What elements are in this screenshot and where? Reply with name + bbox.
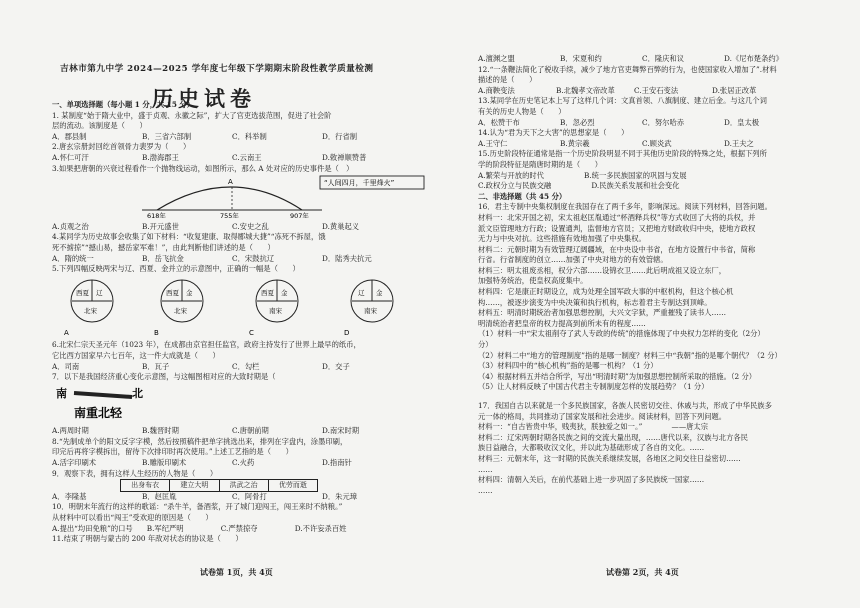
quote-text: “人间四月，千里烽火”	[324, 179, 395, 188]
sub-question: 分）	[478, 340, 493, 350]
question-text: 15.历史阶段特征通常是指一个历史阶段明显不同于其他历史阶段的特殊之处，根据下列所	[478, 149, 767, 159]
option: C．隆庆和议	[642, 54, 685, 63]
question-text: 2.唐玄宗册封回纥首领骨力裴罗为（ ）	[52, 142, 191, 152]
sub-question: （3）材料四中的“核心机构”指的是哪一机构？（1 分）	[478, 361, 658, 371]
option: C.王安石变法	[634, 85, 679, 95]
question-text: 6.北宋仁宗天圣元年（1023 年），在成都由京官担任监官，政府主持发行了世界上最早的纸币，	[52, 340, 361, 350]
map-label: 金	[281, 288, 288, 297]
options-row	[52, 458, 452, 469]
section-heading: 一、单项选择题（每小题 1 分，共 15 分）	[52, 100, 195, 109]
option: A．李隆基	[52, 491, 87, 501]
option: C.顾炎武	[642, 138, 672, 148]
option: A.繁荣与开放的时代	[478, 170, 544, 180]
question-text: 13.某同学在历史笔记本上写了这样几个词：文真首领、八旗制度、建立后金。与这几个词	[478, 96, 767, 106]
option: C．科举制	[232, 131, 267, 141]
option: B.雕版印刷术	[142, 458, 187, 468]
material-text: 材料一：“自古皆贵中华，贱夷狄，朕独爱之如一。” ——唐太宗	[478, 422, 709, 432]
south-label: 南	[56, 386, 67, 400]
material-text: ……	[478, 485, 493, 495]
material-text: 材料五：明清时期统治者加强思想控制，大兴文字狱，严重摧残了读书人……	[478, 308, 727, 318]
option: B.魏晋时期	[142, 426, 179, 436]
life-table	[120, 479, 318, 492]
page-footer-left: 试卷第 1页，共 4页	[200, 567, 273, 577]
map-label: 北宋	[174, 306, 187, 315]
map-label: 南宋	[269, 306, 282, 315]
option: C．勾栏	[232, 361, 260, 371]
tick-label: 618年	[147, 212, 166, 219]
options-row	[478, 181, 813, 192]
option: B.黄宗羲	[560, 138, 590, 148]
sub-question: （1）材料一中“宋太祖削夺了武人专政的传统”的措施体现了中央权力怎样的变化（2分）	[478, 329, 765, 339]
question-text: 它比西方国家早六七百年，这一件大成就是（ ）	[52, 350, 220, 360]
option: D．皇太极	[724, 117, 760, 127]
material-text: 无力与中央对抗。这些措施有效地加强了中央集权。	[478, 234, 646, 244]
material-text: 行省。行省制度的创立……加强了中央对地方的有效管辖。	[478, 255, 668, 265]
sub-question: （2）材料二中“地方的管理制度”指的是哪一制度？材料三中“我朝”指的是哪个朝代？（2 分）	[478, 350, 782, 360]
question-text: 11.结束了明朝与蒙古的 200 年敌对状态的协议是（ ）	[52, 534, 243, 544]
option: C．宋鼓抗辽	[232, 253, 275, 263]
options-row	[478, 139, 813, 150]
material-text: 材料三：元朝末年，这一时期的民族关系继续发展，各地区之间交往日益密切……	[478, 453, 741, 463]
question-text: 1. 某制度“始于隋大业中，盛于贞观、永徽之际”，扩大了官吏选拔范围，促进了社会阶	[52, 110, 332, 120]
question-text: 死不掳掠”“撼山易，撼岳家军难！”，由此判断他们讲述的是（ ）	[52, 242, 275, 252]
map-label: 金	[376, 288, 383, 297]
question-text: 描述的是（ ）	[478, 75, 537, 85]
map-label: 西夏	[261, 288, 274, 297]
option: D.南宋时期	[322, 426, 360, 436]
question-text: 学的阶段特征是隋唐时期的是（ ）	[478, 159, 603, 169]
option: D.敕禅顺赞普	[322, 152, 367, 162]
map-label: 西夏	[166, 288, 179, 297]
material-text: 材料三：明太祖废丞相，权分六部……设锦衣卫……此后明成祖又设立东厂，	[478, 265, 727, 275]
option: C.安史之乱	[232, 221, 269, 231]
left-page	[52, 42, 452, 545]
options-row	[52, 222, 452, 233]
question-text: 元一体的格局，共同推动了国家发展和社会进步。阅读材料，回答下列问题。	[478, 411, 727, 421]
options-row	[52, 362, 452, 373]
option: D．交子	[322, 361, 350, 371]
table-cell: 优劳而逝	[278, 481, 307, 490]
option: A.两周时期	[52, 426, 89, 436]
option: D.不许妄杀百姓	[294, 523, 347, 533]
question-text: 8.“先制成单个的阳文反字字模，然后按照稿件把单字挑选出来，排列在字盘内，涂墨印刷，	[52, 436, 348, 446]
apex-label: A	[228, 178, 233, 187]
map-tag: A	[64, 328, 69, 337]
balance-beam	[74, 393, 132, 397]
option: C.唐朝前期	[232, 426, 269, 436]
options-row	[478, 171, 813, 182]
option: C.云南王	[232, 152, 262, 162]
material-text: 构……，被逐步演变为中央决策和执行机构，标志着君主专制达到顶峰。	[478, 297, 712, 307]
question-text: 印完后再将字模拆出，留待下次排印时再次使用。”上述工艺指的是（ ）	[52, 447, 293, 457]
option: A.贞观之治	[52, 221, 89, 231]
sub-question: （4）根据材料五并结合所学，写出“明清时期”为加强思想控制所采取的措施。（2 分）	[478, 371, 757, 381]
option: D.王夫之	[724, 138, 754, 148]
economic-center-figure	[52, 383, 432, 423]
option: A．隋的统一	[52, 253, 94, 263]
question-text: 4.某同学为历史故事会收集了如下材料：“收复建康、取得郾城大捷”“冻死不拆屋，饿	[52, 232, 326, 242]
option: A.活字印刷术	[52, 458, 97, 468]
option: D．朱元璋	[322, 491, 358, 501]
question-text: 12.“一条鞭法简化了税收手续，减少了地方官吏舞弊百弊的行为，也使国家收入增加了”.材料	[478, 64, 777, 74]
page-footer-right: 试卷第 2页，共 4页	[606, 567, 679, 577]
table-cell: 出身布衣	[121, 480, 170, 491]
question-text: 7．以下是我国经济重心变化示意图，与这幅图相对应的大致时期是（	[52, 372, 283, 382]
option: A．松赞干布	[478, 117, 520, 127]
right-page	[478, 42, 813, 496]
material-text: 材料二：辽宋两朝时期各民族之间的交流大量出现，……唐代以来，汉族与北方各民	[478, 432, 748, 442]
option: A．司南	[52, 361, 80, 371]
option: A.澶渊之盟	[478, 54, 515, 63]
question-text: 14.认为“君为天下之大害”的思想家是（ ）	[478, 128, 629, 138]
table-cell: 洪武之治	[220, 480, 269, 491]
song-maps-figure	[52, 275, 432, 337]
options-row	[52, 132, 452, 143]
question-text: 5.下列四幅反映两宋与辽、西夏、金并立的示意图中，正确的一幅是（ ）	[52, 264, 300, 274]
question-text: 17．我国自古以来就是一个多民族国家，各族人民密切交往、休戚与共，形成了中华民族多	[478, 401, 772, 410]
option: D.《尼布楚条约》	[724, 54, 783, 63]
options-row	[52, 426, 452, 437]
map-option-b	[154, 280, 203, 337]
material-text: 材料二：元朝时期为有效管理辽阔疆域，在中央设中书省，在地方设置行中书省，简称	[478, 244, 756, 254]
material-text: 族日益融合，大都吸收汉文化，并以此为基础形成了各自的文化。……	[478, 443, 705, 453]
option: C.严禁掠夺	[220, 523, 258, 533]
option: D．行省制	[322, 131, 358, 141]
tick-label: 755年	[220, 212, 239, 219]
table-cell: 建立大明	[170, 480, 219, 491]
option: A.怀仁可汗	[52, 152, 89, 162]
map-tag: B	[154, 328, 159, 337]
option: B.开元盛世	[142, 221, 179, 231]
options-row	[52, 524, 452, 535]
option: D．陆秀夫抗元	[322, 253, 372, 263]
options-row	[478, 86, 813, 97]
option: A.商鞅变法	[478, 85, 515, 95]
option: C.政权分立与民族交融	[478, 181, 552, 191]
option: B．瓦子	[142, 361, 170, 371]
option: D.黄巢起义	[322, 221, 360, 231]
figure-caption: 南重北轻	[74, 405, 123, 420]
parabola-curve	[157, 187, 302, 210]
tang-parabola-figure	[52, 174, 432, 218]
option: C.火药	[232, 458, 255, 468]
exam-title: 历史试卷	[152, 86, 256, 111]
sub-question: （5）让人材料反映了中国古代君主专制制度怎样的发展趋势？（1 分）	[478, 382, 709, 392]
map-option-c	[249, 280, 298, 337]
option: C．努尔哈赤	[642, 117, 685, 127]
material-text: 派文臣管理地方行政；设置通判，监督地方官员；又把地方财政收归中央，使地方政权	[478, 223, 756, 233]
option: D.指南针	[322, 458, 352, 468]
map-label: 辽	[358, 288, 365, 297]
options-row	[52, 254, 452, 265]
material-text: 明清统治者把皇帝的权力提高到前所未有的程度……	[478, 318, 646, 328]
map-label: 辽	[96, 288, 103, 297]
map-tag: C	[249, 328, 254, 337]
tick-label: 907年	[290, 212, 309, 219]
map-tag: D	[344, 328, 350, 337]
option: B．宋夏和约	[560, 54, 602, 63]
options-row	[478, 118, 813, 129]
option: B．岳飞抗金	[142, 253, 184, 263]
option: B.渤海郡王	[142, 152, 179, 162]
map-option-d	[344, 280, 393, 337]
material-text: 加强特务统治，使皇权高度集中。	[478, 276, 588, 286]
material-text: 材料一：北宋开国之初，宋太祖赵匡胤通过“杯酒释兵权”等方式收回了大将的兵权，并	[478, 212, 756, 222]
option: C．阿骨打	[232, 491, 267, 501]
question-text: 从材料中可以看出“闯王”受欢迎的原因是（ ）	[52, 513, 213, 523]
section-heading: 二、非选择题（共 45 分）	[478, 191, 567, 201]
map-label: 南宋	[364, 306, 377, 315]
option: B.统一多民族国家的巩固与发展	[583, 170, 687, 180]
option: A.提出“均田免粮”的口号	[52, 523, 133, 533]
question-text: 16．君主专制中央集权制度在我国存在了两千多年，影响深远。阅读下列材料，回答问题。	[478, 202, 772, 212]
material-text: ……	[478, 464, 493, 474]
map-label: 金	[186, 288, 193, 297]
map-option-a	[64, 280, 113, 337]
exam-header: 吉林市第九中学 2024—2025 学年度七年级下学期期末阶段性教学质量检测	[60, 64, 374, 74]
option: D.民族关系发展和社会变化	[591, 181, 680, 191]
options-row	[52, 153, 452, 164]
map-label: 西夏	[76, 288, 89, 297]
option: B.军纪严明	[146, 523, 184, 533]
question-text: 10．明朝末年流行的这样的歌谣：“杀牛羊，备酒浆，开了城门迎闯王，闯王来时不纳粮。”	[52, 502, 343, 512]
material-text: 材料四：它是康正时期设立，成为处理全国军政大事的中枢机构，但这个核心机	[478, 287, 734, 297]
north-label: 北	[132, 386, 143, 400]
options-row	[478, 54, 813, 65]
option: B．忽必烈	[560, 117, 595, 127]
option: A.王守仁	[478, 138, 508, 148]
option: A．郡县制	[52, 131, 87, 141]
question-text: 3.如果把唐朝的兴衰过程看作一个抛物线运动，如图所示，那么 A 处对应的历史事件是（ ）	[52, 163, 354, 173]
options-row	[52, 492, 452, 503]
question-text: 有关的历史人物是（ ）	[478, 106, 566, 116]
option: D.张居正改革	[712, 85, 757, 95]
option: B.北魏孝文帝改革	[556, 85, 615, 95]
question-text: 9．观察下表，拥有这样人生经历的人物是（ ）	[52, 468, 218, 478]
map-label: 北宋	[84, 306, 97, 315]
question-text: 层的流动。该制度是（ ）	[52, 121, 147, 131]
option: B．三省六部制	[142, 131, 192, 141]
material-text: 材料四：清朝入关后，在前代基础上进一步巩固了多民族统一国家……	[478, 475, 705, 485]
option: B．赵匡胤	[142, 491, 177, 501]
